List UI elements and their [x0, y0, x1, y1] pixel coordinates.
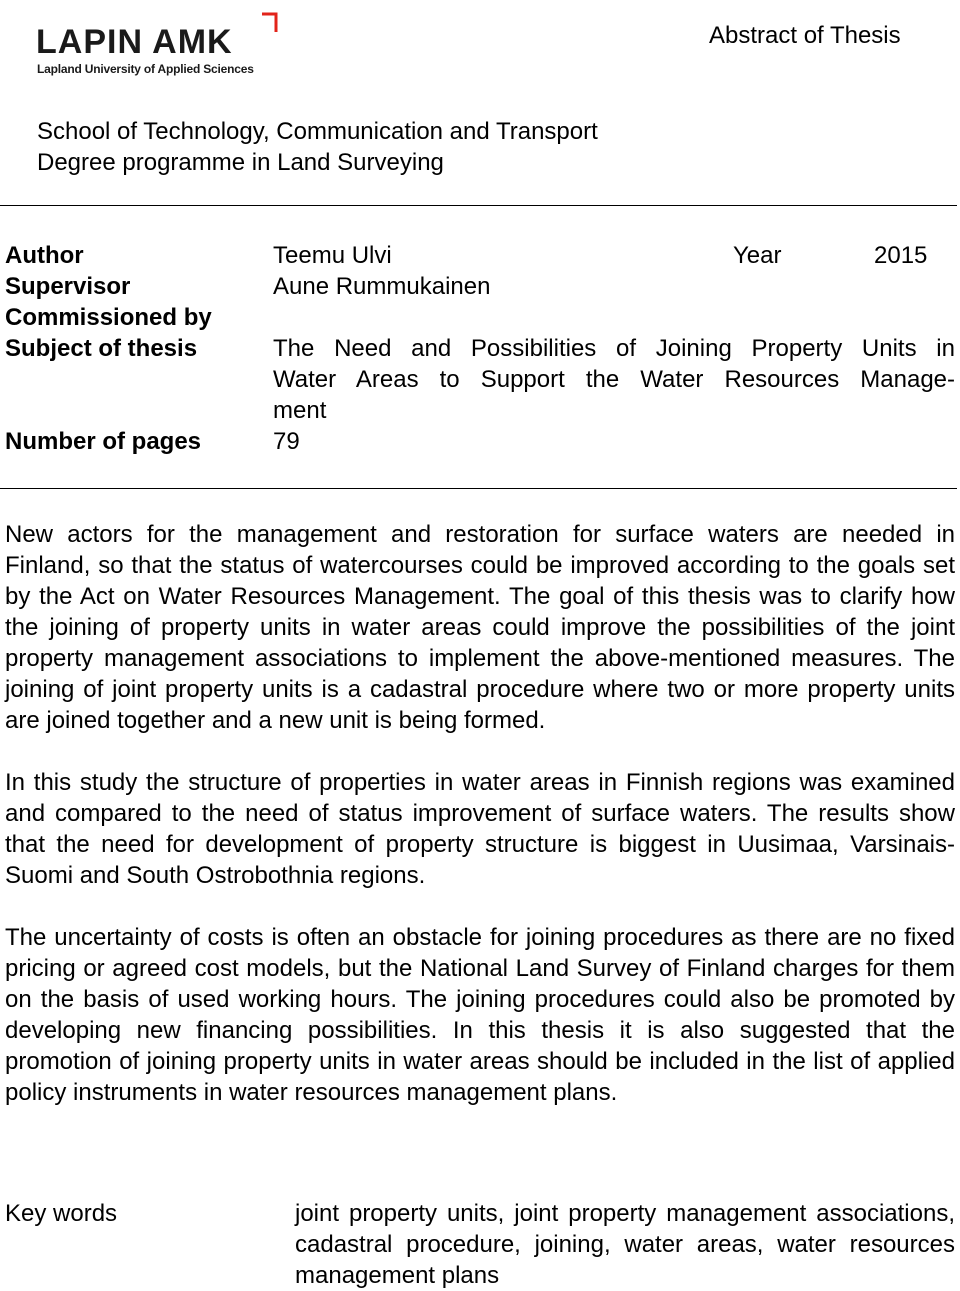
abstract-paragraph-3: The uncertainty of costs is often an obstacle for joining procedures as there are no fixed pricing or agreed cost models, but the National Land Survey of Finland charges for them on the basis of used working hours. The joining procedures could also be promoted by developing new financing possibilities. In this thesis it is also suggested that the promotion of joining property units in water areas should be included in the list of applied policy instruments in water resources management plans.	[5, 924, 955, 1106]
year-label: Year	[733, 242, 782, 269]
subject-label: Subject of thesis	[5, 335, 198, 362]
abstract-paragraph-1: New actors for the management and restoration for surface waters are needed in Finland, so that the status of watercourses could be improved according to the goals set by the Act on Water Resources Management. The goal of this thesis was to clarify how the joining of property units in water areas could improve the possibilities of the joint property management associations to implement the above-mentioned measures. The joining of joint property units is a cadastral procedure where two or more property units are joined together and a new unit is being formed.	[5, 521, 955, 734]
author-label: Author	[5, 242, 84, 269]
supervisor-value: Aune Rummukainen	[273, 273, 491, 300]
document-type: Abstract of Thesis	[709, 22, 901, 49]
logo-wordmark: LAPIN AMK	[36, 23, 233, 61]
year-value: 2015	[874, 242, 928, 269]
author-value: Teemu Ulvi	[273, 242, 392, 269]
school-name: School of Technology, Communication and Transport	[37, 118, 598, 145]
school-info	[37, 116, 598, 178]
degree-programme: Degree programme in Land Surveying	[37, 149, 444, 176]
divider-top	[0, 205, 957, 206]
pages-value: 79	[273, 428, 300, 455]
subject-value: The Need and Possibilities of Joining Property Units in Water Areas to Support the Water Resources Manage- ment	[273, 335, 955, 424]
pages-label: Number of pages	[5, 428, 202, 455]
logo-corner-mark-icon	[260, 12, 278, 34]
supervisor-label: Supervisor	[5, 273, 131, 300]
keywords-value: joint property units, joint property management associations, cadastral procedure, joining, water areas, water resources management plans	[295, 1200, 955, 1289]
abstract-paragraph-2: In this study the structure of properties in water areas in Finnish regions was examined and compared to the need of status improvement of surface waters. The results show that the need for development of property structure is biggest in Uusimaa, Varsinais-Suomi and South Ostrobothnia regions.	[5, 769, 955, 889]
commissioned-label: Commissioned by	[5, 304, 212, 331]
abstract-body	[5, 519, 955, 1139]
divider-middle	[0, 488, 957, 489]
logo-subtitle: Lapland University of Applied Sciences	[37, 62, 254, 76]
keywords-label: Key words	[5, 1200, 118, 1227]
